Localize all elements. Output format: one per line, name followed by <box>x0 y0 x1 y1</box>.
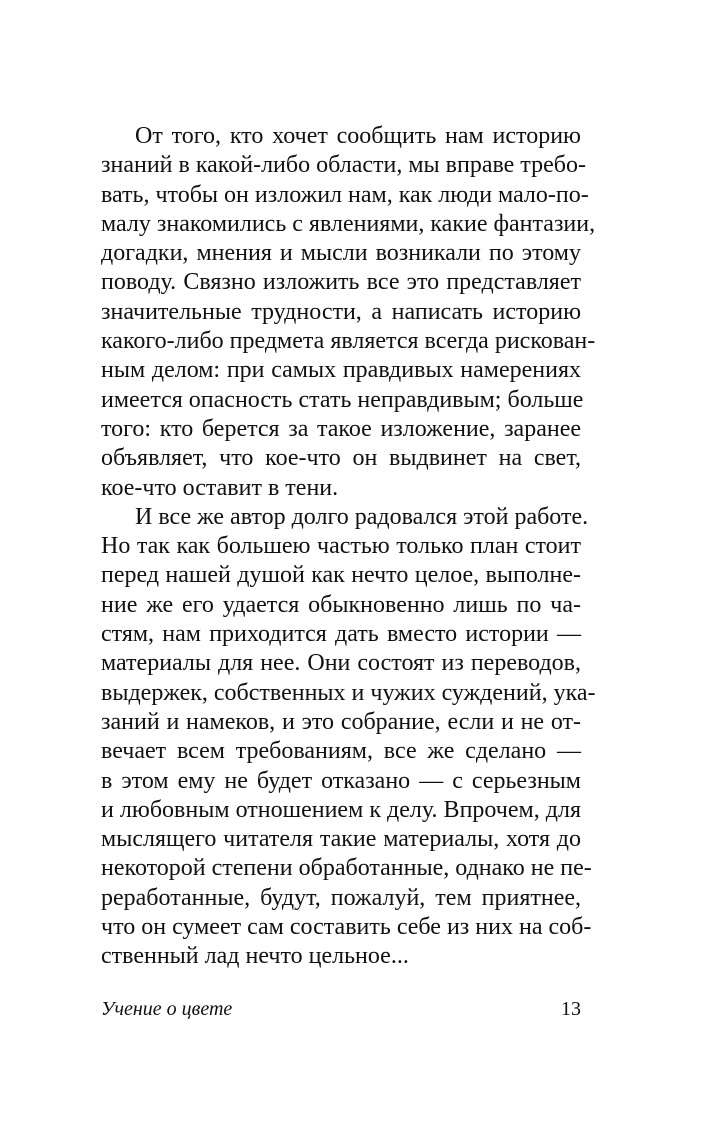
text-line: малу знакомились с явлениями, какие фантазии, <box>101 210 596 237</box>
text-line: кое-что оставит в тени. <box>101 474 339 501</box>
text-line: ным делом: при самых правдивых намерениях <box>101 357 581 384</box>
text-line: какого-либо предмета является всегда рискован- <box>101 328 596 355</box>
text-line: что он сумеет сам составить себе из них на соб- <box>101 914 592 941</box>
text-line: И все же автор долго радовался этой работе. <box>135 503 589 530</box>
text-line: ственный лад нечто цельное... <box>101 943 409 970</box>
text-line: материалы для нее. Они состоят из переводов, <box>101 650 581 677</box>
text-line: знаний в какой-либо области, мы вправе требо- <box>101 152 586 179</box>
text-line: и любовным отношением к делу. Впрочем, для <box>101 796 581 823</box>
running-title: Учение о цвете <box>101 998 233 1020</box>
text-line: в этом ему не будет отказано — с серьезным <box>101 767 581 794</box>
text-line: поводу. Связно изложить все это представляет <box>101 269 581 296</box>
text-line: От того, кто хочет сообщить нам историю <box>135 123 581 149</box>
text-line: перед нашей душой как нечто целое, выполне- <box>101 562 581 589</box>
text-line: догадки, мнения и мысли возникали по этому <box>101 240 581 267</box>
text-line: значительные трудности, а написать историю <box>101 298 581 325</box>
text-line: Но так как большею частью только план стоит <box>101 533 581 560</box>
text-line: некоторой степени обработанные, однако не пе- <box>101 855 592 882</box>
text-line: объявляет, что кое-что он выдвинет на свет, <box>101 445 581 472</box>
text-line: мыслящего читателя такие материалы, хотя до <box>101 826 581 853</box>
text-line: заний и намеков, и это собрание, если и не от- <box>101 708 581 735</box>
page-number: 13 <box>561 998 581 1020</box>
body-text <box>101 122 596 972</box>
text-line: стям, нам приходится дать вместо истории — <box>101 621 581 648</box>
text-line: выдержек, собственных и чужих суждений, ука- <box>101 679 596 706</box>
text-line: вечает всем требованиям, все же сделано — <box>101 738 581 765</box>
page-footer <box>101 994 581 1024</box>
text-line: того: кто берется за такое изложение, заранее <box>101 415 581 442</box>
text-line: имеется опасность стать неправдивым; больше <box>101 386 584 413</box>
text-line: ние же его удается обыкновенно лишь по ча- <box>101 591 581 618</box>
text-line: вать, чтобы он изложил нам, как люди мало-по- <box>101 181 589 208</box>
text-line: реработанные, будут, пожалуй, тем приятнее, <box>101 884 581 911</box>
